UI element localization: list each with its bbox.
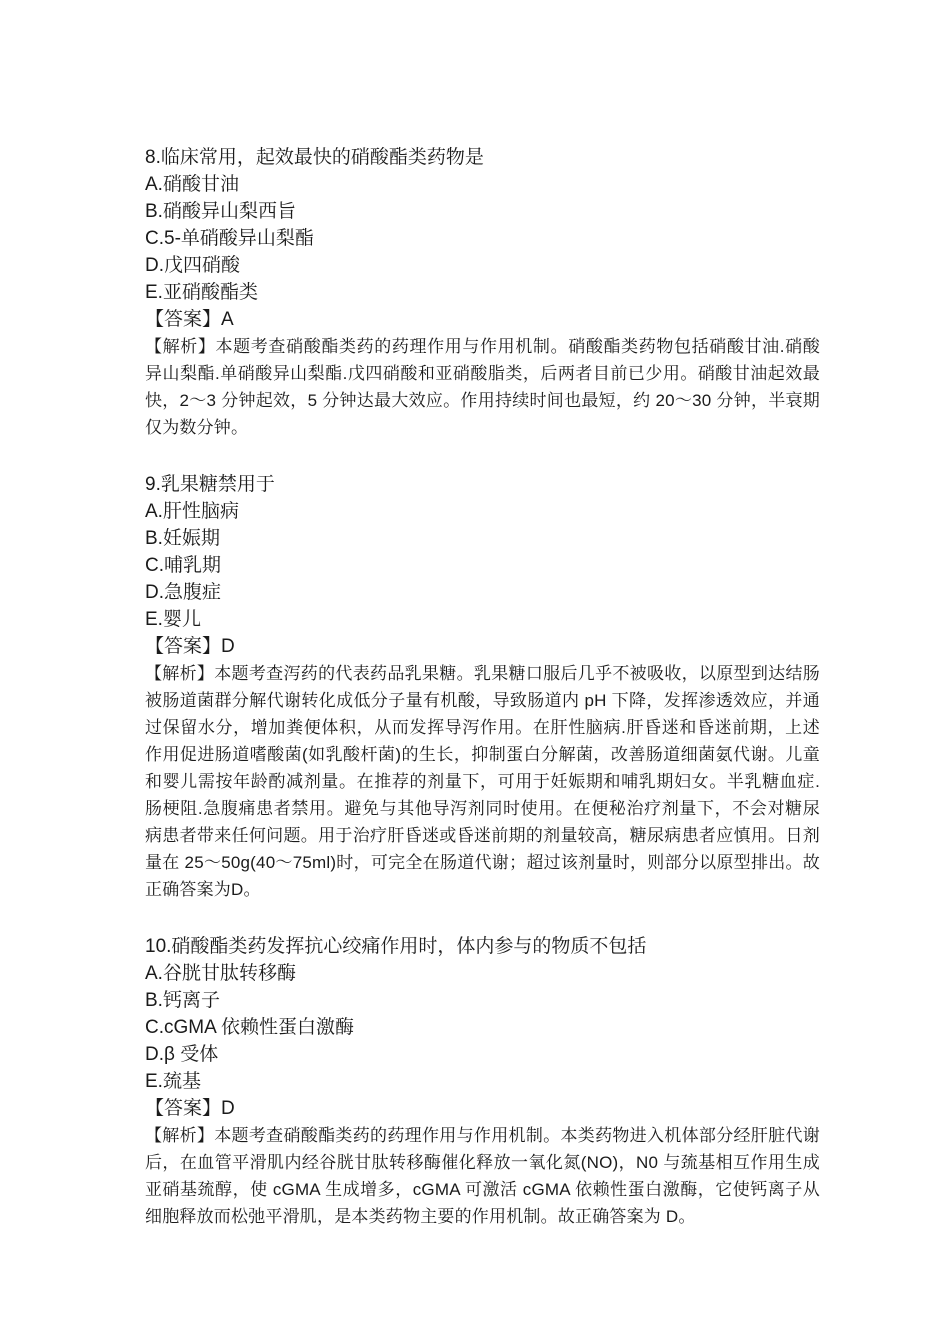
option-b: B.妊娠期	[145, 528, 220, 549]
option-c: C.cGMA 依赖性蛋白激酶	[145, 1017, 355, 1038]
option-e: E.亚硝酸酯类	[145, 282, 258, 303]
question-block-10	[145, 933, 820, 1230]
option-c: C.5-单硝酸异山梨酯	[145, 228, 314, 249]
question-stem: 8.临床常用，起效最快的硝酸酯类药物是	[145, 147, 484, 168]
analysis-text: 【解析】本题考查硝酸酯类药的药理作用与作用机制。硝酸酯类药物包括硝酸甘油.硝酸异山梨酯.单硝酸异山梨酯.戊四硝酸和亚硝酸脂类，后两者目前已少用。硝酸甘油起效最快，2～3 分钟起效，5 分钟达最大效应。作用持续时间也最短，约 20～30 分钟，半衰期仅为数分钟。	[145, 337, 820, 437]
option-c: C.哺乳期	[145, 555, 222, 576]
option-d: D.戊四硝酸	[145, 255, 241, 276]
analysis-text: 【解析】本题考查泻药的代表药品乳果糖。乳果糖口服后几乎不被吸收，以原型到达结肠被肠道菌群分解代谢转化成低分子量有机酸，导致肠道内 pH 下降，发挥渗透效应，并通过保留水分，增加粪便体积，从而发挥导泻作用。在肝性脑病.肝昏迷和昏迷前期，上述作用促进肠道嗜酸菌(如乳酸杆菌)的生长，抑制蛋白分解菌，改善肠道细菌氨代谢。儿童和婴儿需按年龄酌减剂量。在推荐的剂量下，可用于妊娠期和哺乳期妇女。半乳糖血症.肠梗阻.急腹痛患者禁用。避免与其他导泻剂同时使用。在便秘治疗剂量下，不会对糖尿病患者带来任何问题。用于治疗肝昏迷或昏迷前期的剂量较高，糖尿病患者应慎用。日剂量在 25～50g(40～75ml)时，可完全在肠道代谢；超过该剂量时，则部分以原型排出。故正确答案为D。	[145, 664, 820, 899]
answer-label: 【答案】D	[145, 1098, 235, 1119]
answer-label: 【答案】D	[145, 636, 235, 657]
question-block-8	[145, 144, 820, 441]
option-b: B.钙离子	[145, 990, 220, 1011]
option-a: A.肝性脑病	[145, 501, 239, 522]
option-a: A.硝酸甘油	[145, 174, 239, 195]
answer-label: 【答案】A	[145, 309, 234, 330]
option-e: E.巯基	[145, 1071, 201, 1092]
question-stem: 10.硝酸酯类药发挥抗心绞痛作用时，体内参与的物质不包括	[145, 936, 647, 957]
question-stem: 9.乳果糖禁用于	[145, 474, 275, 495]
option-d: D.急腹症	[145, 582, 222, 603]
option-d: D.β 受体	[145, 1044, 219, 1065]
option-b: B.硝酸异山梨西旨	[145, 201, 296, 222]
option-e: E.婴儿	[145, 609, 201, 630]
analysis-text: 【解析】本题考查硝酸酯类药的药理作用与作用机制。本类药物进入机体部分经肝脏代谢后，在血管平滑肌内经谷胱甘肽转移酶催化释放一氧化氮(NO)，N0 与巯基相互作用生成亚硝基巯醇，使 cGMA 生成增多，cGMA 可激活 cGMA 依赖性蛋白激酶，它使钙离子从细胞释放而松弛平滑肌，是本类药物主要的作用机制。故正确答案为 D。	[145, 1126, 820, 1226]
option-a: A.谷胱甘肽转移酶	[145, 963, 296, 984]
question-block-9	[145, 471, 820, 903]
